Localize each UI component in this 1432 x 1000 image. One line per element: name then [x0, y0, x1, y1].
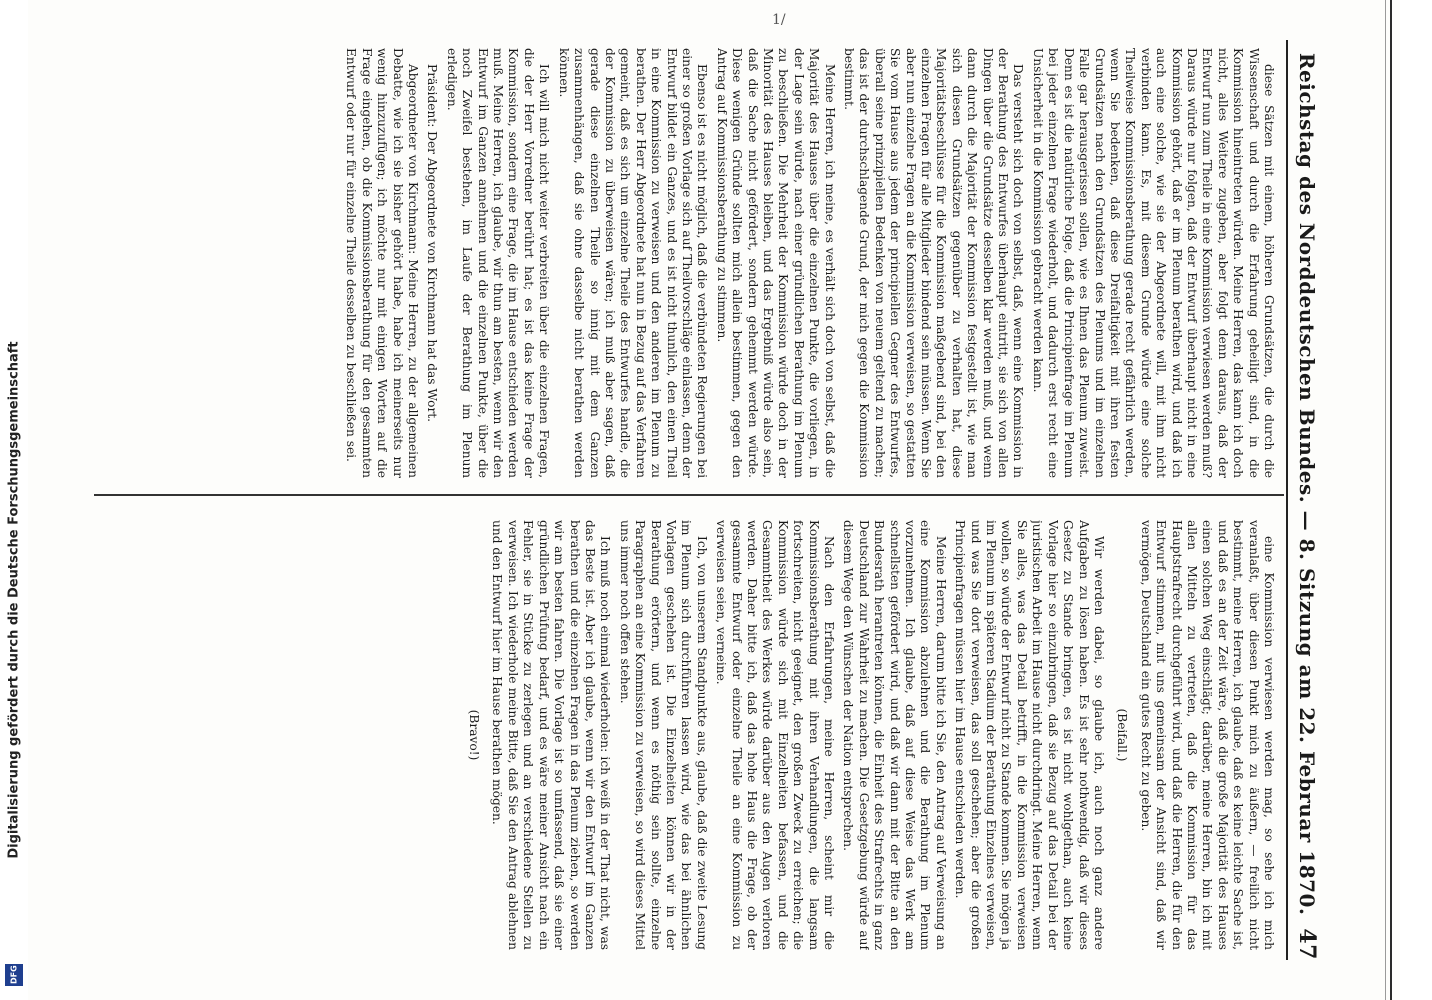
- left-paragraph: Ich will mich nicht weiter verbreiten über die einzelnen Fragen, die der Herr Vorredner berührt hat; es ist das keine Frage der Kommission, sondern eine Frage, die im Hause entschieden werden muß. Meine Herren, ich glaube, wir thun am besten, wenn wir den Entwurf im Ganzen annehmen und die einzelnen Punkte, über die noch Zweifel bestehen, im Laufe der Berathung im Plenum erledigen.: [444, 48, 552, 478]
- left-paragraph: Das versteht sich doch von selbst, daß, wenn eine Kommission in der Berathung des Entwurfes überhaupt eintritt, sie sich von allen Dingen über die Grundsätze desselben klar werden muß, und wenn dann durch die Majorität der Kommission festgestellt ist, wie man sich diesen Grundsätzen gegenüber zu verhalten hat, diese Majoritätsbeschlüsse für die Kommission maßgebend sind, bei den einzelnen Fragen für alle Mitglieder bindend sein müssen. Wenn Sie aber nun einzelne Fragen an die Kommission verweisen, so gestatten Sie vom Hause aus jedem der principiellen Gegner des Entwurfes, überall seine prinzipiellen Bedenken von neuem geltend zu machen; das ist der durchschlagende Grund, der mich gegen die Kommission bestimmt.: [842, 48, 1026, 478]
- page-edge-shadow: [1385, 0, 1386, 1000]
- right-paragraph: Meine Herren, darum bitte ich Sie, den Antrag auf Verweisung an eine Kommission abzulehnen und die Berathung im Plenum vorzunehmen. Ich glaube, daß auf diese Weise das Werk am schnellsten gefördert wird, und daß wir dann mit der Bitte an den Bundesrath herantreten können, die Einheit des Strafrechts in ganz Deutschland zur Wahrheit zu machen. Die Gesetzgebung würde auf diesem Wege den Wünschen der Nation entsprechen.: [841, 520, 948, 950]
- left-paragraph: Ebenso ist es nicht möglich, daß die verbündeten Regierungen bei einer so großen Vorlage sich auf Theilvorschläge einlassen, denn der Entwurf bildet ein Ganzes, und es ist nicht thunlich, den einen Theil in eine Kommission zu verweisen und den anderen im Plenum zu berathen. Der Herr Abgeordnete hat nun in Bezug auf das Verfahren gemeint, daß es sich um einzelne Theile des Entwurfes handle, die der Kommission zu überweisen wären; ich muß aber sagen, daß gerade diese einzelnen Theile so innig mit dem Ganzen zusammenhängen, daß sie ohne dasselbe nicht berathen werden können.: [556, 48, 710, 478]
- running-head: [1294, 40, 1320, 960]
- digitization-credit: Digitalisierung gefördert durch die Deutsche Forschungsgemeinschaft: [6, 341, 22, 859]
- applause-note: (Beifall.): [1115, 708, 1130, 762]
- right-paragraph: Ich, von unserem Standpunkte aus, glaube, daß die zweite Lesung im Plenum sich durchführen lassen wird, wie das bei ähnlichen Vorlagen geschehen ist. Die Einzelheiten können wir in der Berathung erörtern, und wenn es nöthig sein sollte, einzelne Paragraphen an eine Kommission zu verweisen, so wird dieses Mittel uns immer noch offen stehen.: [617, 520, 709, 950]
- page-number: 47: [1294, 928, 1320, 960]
- right-paragraph: eine Kommission verwiesen werden mag, so sehe ich mich veranlaßt, über diesen Punkt mich zu äußern, — freilich nicht bestimmt, meine Herren, ich glaube, daß es keine leichte Sache ist, und daß es an der Zeit wäre, daß die große Majorität des Hauses einen solchen Weg einschlägt; darüber, meine Herren, bin ich mit allen Mitteln zu vertreten, daß die Kommission für das Hauptstrafrecht durchgeführt wird, und daß die Herren, die für den Entwurf stimmen, mit uns gemeinsam der Ansicht sind, daß wir vermögen, Deutschland ein gutes Recht zu geben.: [1138, 520, 1276, 950]
- digitization-strip: [0, 0, 28, 1000]
- left-column: [96, 48, 1276, 478]
- rotated-page-content: [64, 20, 1364, 980]
- speaker-line: Abgeordneter von Kirchmann: Meine Herren, zu der allgemeinen Debatte, wie ich sie bisher gehört habe, habe ich meinerseits nur wenig hinzuzufügen; ich möchte nur mit einigen Worten auf die Frage eingehen, ob die Kommissionsberathung für den gesammten Entwurf oder nur für einzelne Theile desselben zu beschließen sei.: [344, 48, 421, 478]
- right-paragraph: Ich muß noch einmal wiederholen: ich weiß in der That nicht, was das Beste ist. Aber ich glaube, wenn wir den Entwurf im Ganzen berathen und die einzelnen Fragen in das Plenum ziehen, so werden wir am besten fahren. Die Vorlage ist so umfassend, daß sie einer gründlichen Prüfung bedarf, und es wäre meiner Ansicht nach ein Fehler, sie in Stücke zu zerlegen und an verschiedene Stellen zu verweisen. Ich wiederhole meine Bitte, daß Sie den Antrag ablehnen und den Entwurf hier im Hause berathen mögen.: [490, 520, 613, 950]
- dfg-logo-icon: DFG: [5, 964, 23, 986]
- right-paragraph: Wir werden dabei, so glaube ich, auch noch ganz andere Aufgaben zu lösen haben. Es ist sehr nothwendig, daß wir dieses Gesetz zu Stande bringen, es ist nicht wohlgethan, auch keine Vorlage hier so einzubringen, daß sie Bezug auf das Detail bei der juristischen Arbeit im Hause nicht durchdringt. Meine Herren, wenn Sie alles, was das Detail betrifft, in die Kommission verweisen wollen, so würde der Entwurf nicht zu Stande kommen. Sie mögen ja im Plenum im späteren Stadium der Berathung Einzelnes verweisen, und was Sie dort verweisen, das soll geschehen; aber die großen Principienfragen müssen hier im Hause entschieden werden.: [953, 520, 1106, 950]
- scanned-page: [28, 0, 1400, 1000]
- right-column: [96, 520, 1276, 950]
- column-rule: [94, 494, 1284, 496]
- header-rule: [1286, 40, 1288, 960]
- right-paragraph: Nach den Erfahrungen, meine Herren, scheint mir die Kommissionsberathung mit ihren Verhandlungen, die langsam fortschreiten, nicht geeignet, den großen Zweck zu erreichen; die Kommission würde sich mit Einzelheiten befassen, und die Gesammtheit des Werkes würde darüber aus den Augen verloren werden. Daher bitte ich, daß das hohe Haus die Frage, ob der gesammte Entwurf oder einzelne Theile an eine Kommission zu verweisen seien, verneine.: [714, 520, 837, 950]
- running-head-title: Reichstag des Norddeutschen Bundes. — 8. Sitzung am 22. Februar 1870.: [1295, 52, 1319, 916]
- stray-mark: 1/: [772, 12, 786, 28]
- page-edge: [1390, 0, 1392, 1000]
- left-paragraph: Meine Herren, ich meine, es verhält sich doch von selbst, daß die Majorität des Hauses über die einzelnen Punkte, die vorliegen, in der Lage sein würde, nach einer gründlichen Berathung im Plenum zu beschließen. Die Mehrheit der Kommission würde doch in der Minorität des Hauses bleiben, und das Ergebniß würde also sein, daß die Sache nicht gefördert, sondern gehemmt werden würde. Diese wenigen Gründe sollten mich allein bestimmen, gegen den Antrag auf Kommissionsberathung zu stimmen.: [714, 48, 837, 478]
- left-paragraph: diese Sätzen mit einem, höheren Grundsätzen, die durch die Wissenschaft und durch die Erfahrung geheiligt sind, in die Kommission hineintreten würden. Meine Herren, das kann ich doch nicht, alles Weitere zugeben, aber folgt denn daraus, daß der Entwurf nun zum Theile in eine Kommission verwiesen werden muß? Daraus würde nur folgen, daß der Entwurf überhaupt nicht in eine Kommission gehört, daß er im Plenum berathen wird, und daß ich auch eine solche, wie sie der Abgeordnete will, mit ihm nicht verbinden kann. Es, mit diesem Grunde würde eine solche Theilweise Kommissionsberathung gerade recht gefährlich werden, wenn Sie bedenken, daß diese Dreifaltigkeit mit ihren festen Grundsätzen nach den Grundsätzen des Plenums und im einzelnen Falle gar herausgerissen sollen, wie es Ihnen das Plenum zuweist. Denn es ist die natürliche Folge, daß die Principienfrage im Plenum bei jeder einzelnen Frage wiederholt, und dadurch erst recht eine Unsicherheit in die Kommission gebracht werden kann.: [1030, 48, 1276, 478]
- speaker-line: Präsident: Der Abgeordnete von Kirchmann hat das Wort.: [425, 64, 440, 423]
- applause-note: (Bravo!): [467, 709, 482, 761]
